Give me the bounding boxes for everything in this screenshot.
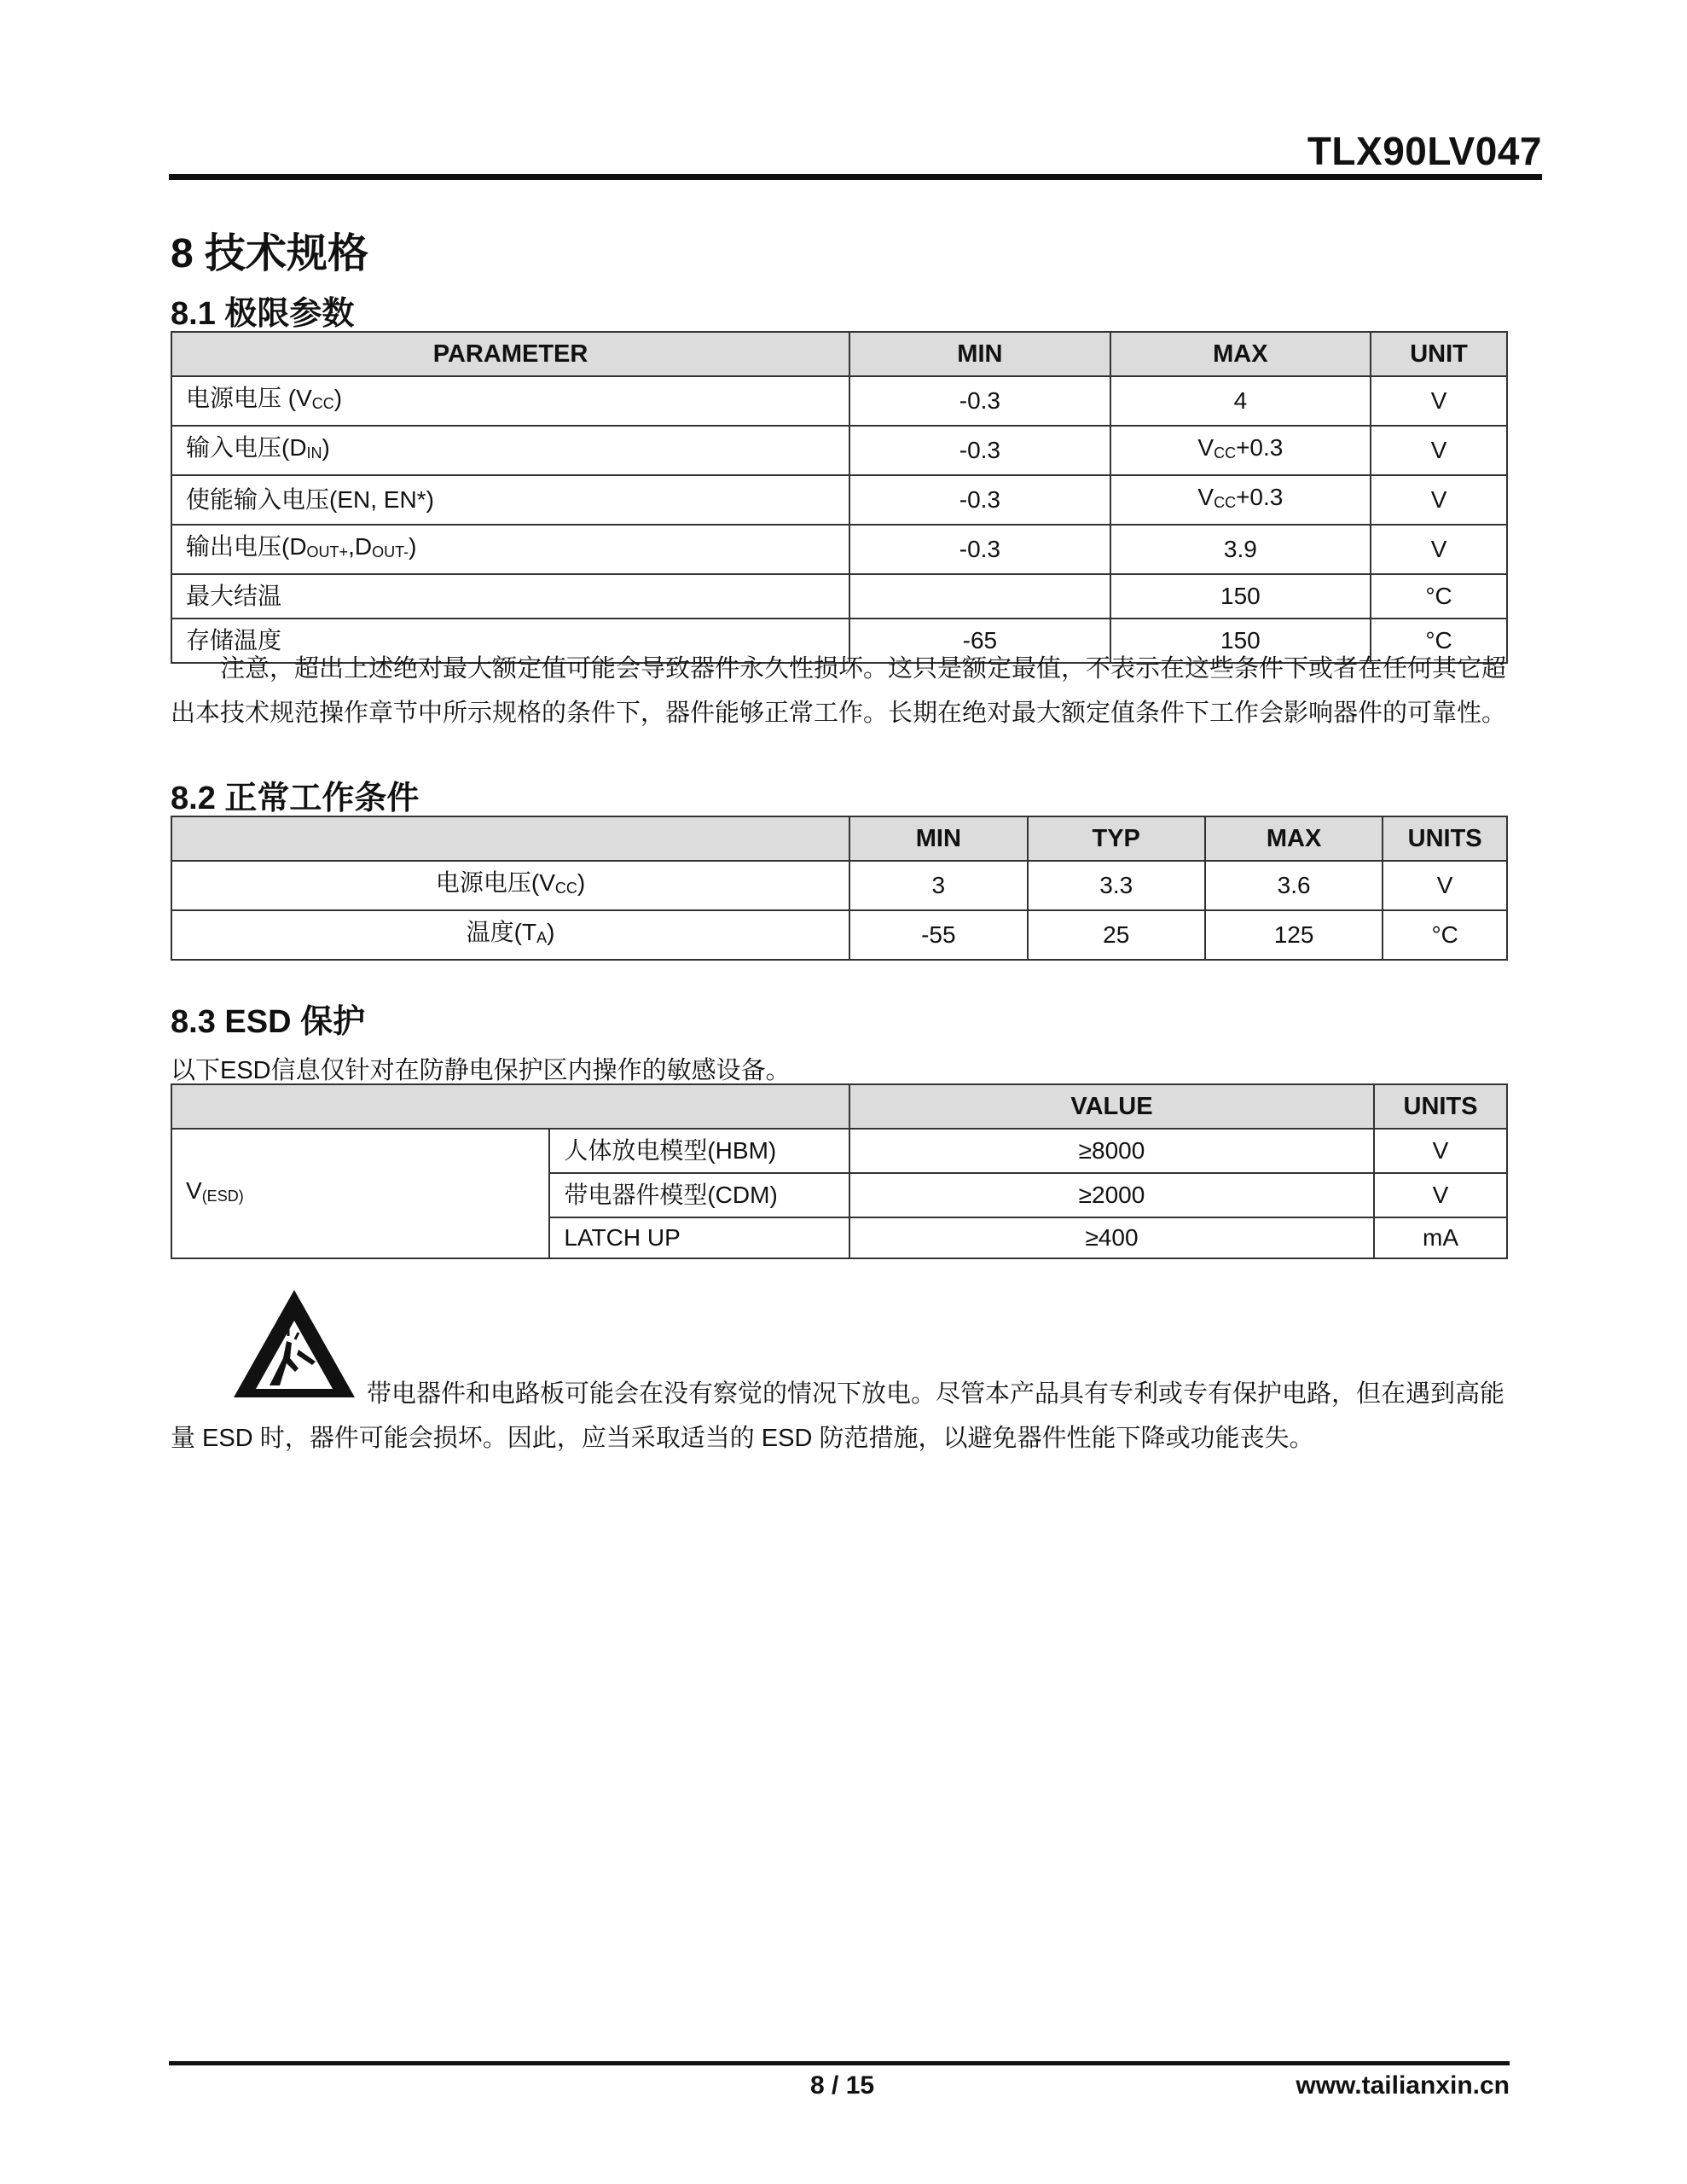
typ-cell: 3.3: [1028, 861, 1205, 910]
section-title: 8 技术规格: [171, 231, 369, 276]
min-cell: -55: [849, 910, 1027, 960]
table-row: [171, 861, 1507, 910]
footer-rule: [169, 2061, 1510, 2065]
abs-max-note: [171, 647, 1511, 735]
abs-max-table: [171, 331, 1508, 664]
warning-line: 量 ESD 时，器件可能会损坏。因此，应当采取适当的 ESD 防范措施，以避免器件性能下降或功能丧失。: [171, 1425, 1314, 1452]
min-cell: -65: [849, 619, 1110, 663]
value-cell: ≥400: [849, 1217, 1374, 1258]
col-header: TYP: [1028, 816, 1205, 861]
page-number: 8 / 15: [810, 2071, 875, 2100]
unit-cell: V: [1374, 1173, 1507, 1217]
param-cell: 电源电压 $(V_{CC})$: [171, 376, 849, 426]
recommended-title: 8.2 正常工作条件: [171, 781, 420, 816]
unit-cell: °C: [1371, 574, 1507, 619]
abs-max-title: 8.1 极限参数: [171, 296, 355, 332]
esd-table: [171, 1083, 1508, 1259]
unit-cell: mA: [1374, 1217, 1507, 1258]
col-header: MAX: [1205, 816, 1383, 861]
max-cell: $V_{CC}+0.3$: [1110, 475, 1371, 525]
min-cell: [849, 574, 1110, 619]
param-cell: 使能输入电压(EN, EN*): [171, 475, 849, 525]
esd-warning-text: [171, 1372, 1511, 1461]
table-row: [171, 910, 1507, 960]
max-cell: 125: [1205, 910, 1383, 960]
esd-intro: 以下ESD信息仅针对在防静电保护区内操作的敏感设备。: [171, 1057, 791, 1084]
part-number: TLX90LV047: [1307, 129, 1542, 173]
unit-cell: V: [1371, 426, 1507, 475]
param-cell: 输出电压$(D_{OUT+},D_{OUT-})$: [171, 525, 849, 574]
model-cell: 人体放电模型(HBM): [549, 1129, 849, 1173]
min-cell: -0.3: [849, 376, 1110, 426]
table-row: [171, 475, 1507, 525]
max-cell: $V_{CC}+0.3$: [1110, 426, 1371, 475]
unit-cell: V: [1374, 1129, 1507, 1173]
col-header: VALUE: [849, 1084, 1374, 1129]
col-header: UNITS: [1374, 1084, 1507, 1129]
unit-cell: V: [1371, 525, 1507, 574]
min-cell: -0.3: [849, 525, 1110, 574]
esd-group-cell: $V_{(ESD)}$: [171, 1129, 549, 1258]
param-cell: 最大结温: [171, 574, 849, 619]
table-header-row: [171, 816, 1507, 861]
warning-line: 带电器件和电路板可能会在没有察觉的情况下放电。尽管本产品具有专利或专有保护电路，但在遇到高能: [367, 1380, 1505, 1408]
table-row: [171, 376, 1507, 426]
min-cell: -0.3: [849, 426, 1110, 475]
recommended-table: [171, 816, 1508, 961]
max-cell: 3.9: [1110, 525, 1371, 574]
max-cell: 150: [1110, 619, 1371, 663]
col-header: UNIT: [1371, 332, 1507, 376]
value-cell: ≥2000: [849, 1173, 1374, 1217]
col-header: UNITS: [1383, 816, 1507, 861]
col-header: MAX: [1110, 332, 1371, 376]
col-header: MIN: [849, 332, 1110, 376]
table-row: [171, 426, 1507, 475]
header-rule: [169, 174, 1542, 180]
table-row: [171, 525, 1507, 574]
param-cell: 存储温度: [171, 619, 849, 663]
min-cell: -0.3: [849, 475, 1110, 525]
max-cell: 3.6: [1205, 861, 1383, 910]
website-link[interactable]: www.tailianxin.cn: [1296, 2071, 1510, 2100]
col-header: MIN: [849, 816, 1027, 861]
unit-cell: V: [1371, 376, 1507, 426]
max-cell: 150: [1110, 574, 1371, 619]
unit-cell: V: [1383, 861, 1507, 910]
unit-cell: V: [1371, 475, 1507, 525]
esd-title: 8.3 ESD 保护: [171, 1004, 366, 1040]
max-cell: 4: [1110, 376, 1371, 426]
model-cell: 带电器件模型(CDM): [549, 1173, 849, 1217]
table-row: [171, 1129, 1507, 1173]
unit-cell: °C: [1383, 910, 1507, 960]
col-header: [171, 816, 849, 861]
unit-cell: °C: [1371, 619, 1507, 663]
typ-cell: 25: [1028, 910, 1205, 960]
model-cell: LATCH UP: [549, 1217, 849, 1258]
table-row: [171, 574, 1507, 619]
param-cell: 输入电压$(D_{IN})$: [171, 426, 849, 475]
col-header: [171, 1084, 849, 1129]
min-cell: 3: [849, 861, 1027, 910]
value-cell: ≥8000: [849, 1129, 1374, 1173]
param-cell: 温度$(T_A)$: [171, 910, 849, 960]
table-header-row: [171, 332, 1507, 376]
param-cell: 电源电压$(V_{CC})$: [171, 861, 849, 910]
col-header: PARAMETER: [171, 332, 849, 376]
note-line: 注意，超出上述绝对最大额定值可能会导致器件永久性损坏。这只是额定最值，不表示在这些条件下或者在任何其它超: [220, 655, 1507, 682]
note-line: 出本技术规范操作章节中所示规格的条件下，器件能够正常工作。长期在绝对最大额定值条件下工作会影响器件的可靠性。: [171, 700, 1507, 727]
table-header-row: [171, 1084, 1507, 1129]
